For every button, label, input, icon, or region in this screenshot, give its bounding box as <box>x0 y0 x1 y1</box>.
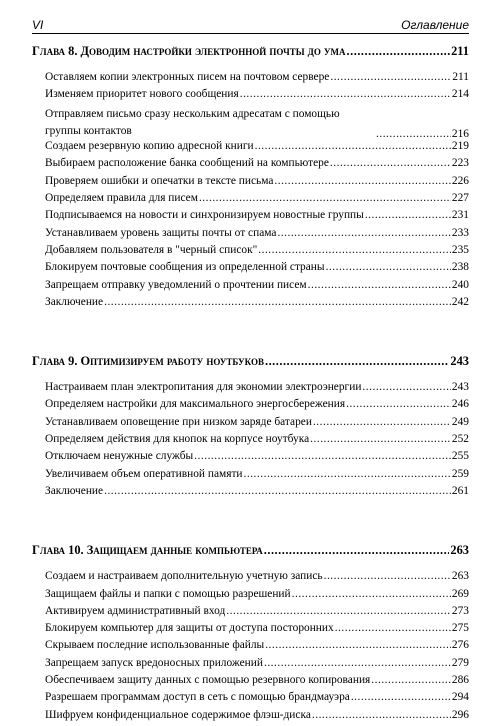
toc-entry[interactable] <box>45 605 469 622</box>
running-header-section: Оглавление <box>401 18 469 32</box>
toc-entry[interactable] <box>45 485 469 502</box>
chapter-heading[interactable] <box>32 44 469 64</box>
dot-leader <box>264 543 450 558</box>
chapter-page-number: 211 <box>451 44 469 58</box>
toc-entry[interactable] <box>45 381 469 398</box>
dot-leader <box>346 398 451 410</box>
dot-leader <box>226 605 451 617</box>
toc-entry-page-number: 269 <box>451 587 469 600</box>
toc-entry-page-number: 275 <box>451 622 469 635</box>
toc-entry[interactable] <box>45 192 469 209</box>
toc-entry-title: Оставляем копии электронных писем на почтовом сервере <box>45 71 330 83</box>
toc-entry-page-number: 263 <box>451 570 469 583</box>
toc-entry-title: Запрещаем запуск вредоносных приложений <box>45 656 263 669</box>
toc-entry-page-number: 294 <box>451 691 469 704</box>
dot-leader <box>104 485 451 497</box>
toc-entry-title: Определяем действия для кнопок на корпусе ноутбука <box>45 433 310 446</box>
toc-entry[interactable] <box>45 175 469 192</box>
chapter-page-number: 263 <box>450 543 469 558</box>
toc-entry-title: Блокируем почтовые сообщения из определенной страны <box>45 261 325 274</box>
toc-entry-page-number: 226 <box>451 174 469 187</box>
dot-leader <box>376 128 451 140</box>
toc-entry[interactable] <box>45 450 469 467</box>
dot-leader <box>308 279 451 291</box>
dot-leader <box>312 709 451 721</box>
dot-leader <box>351 691 451 703</box>
toc-entry[interactable] <box>45 261 469 278</box>
dot-leader <box>326 261 451 273</box>
toc-entry-page-number: 279 <box>451 656 469 669</box>
toc-entry-title: Создаем и настраиваем дополнительную учетную запись <box>45 570 323 583</box>
toc-entry-title: Настраиваем план электропитания для экономии электроэнергии <box>45 381 362 394</box>
toc-entry-page-number: 242 <box>451 295 469 308</box>
toc-entry-page-number: 296 <box>451 708 469 721</box>
toc-entry-page-number: 246 <box>451 398 469 411</box>
dot-leader <box>310 433 451 445</box>
toc-entry[interactable] <box>45 570 469 587</box>
toc-entry[interactable] <box>45 71 469 88</box>
dot-leader <box>265 639 451 651</box>
toc-entry-page-number: 211 <box>452 71 469 83</box>
toc-entry-page-number: 255 <box>451 450 469 463</box>
toc-entry-page-number: 216 <box>451 128 469 141</box>
chapter-title: Глава 9. Оптимизируем работу ноутбуков <box>32 354 264 369</box>
toc-entry-title: Заключение <box>45 484 104 497</box>
toc-entry-title: Подписываемся на новости и синхронизируем новостные группы <box>45 209 364 222</box>
toc-entry-title: Защищаем файлы и папки с помощью разрешений <box>45 587 291 600</box>
toc-entry-title: Активируем административный вход <box>45 604 226 617</box>
dot-leader <box>255 140 451 152</box>
toc-entry-page-number: 223 <box>451 157 469 170</box>
toc-entry-title: Заключение <box>45 295 104 308</box>
toc-entry-title: Отключаем ненужные службы <box>45 450 194 463</box>
toc-entry-title: Добавляем пользователя в "черный список" <box>45 243 258 256</box>
toc-entry-title: Изменяем приоритет нового сообщения <box>45 88 239 101</box>
dot-leader <box>330 157 451 169</box>
toc-entry-page-number: 276 <box>451 639 469 652</box>
toc-entry-title: Запрещаем отправку уведомлений о прочтении писем <box>45 278 307 291</box>
toc-entry-page-number: 227 <box>451 192 469 205</box>
toc-entry[interactable] <box>45 209 469 226</box>
toc-entry-page-number: 261 <box>451 484 469 497</box>
toc-entry[interactable] <box>45 157 469 174</box>
toc-entry[interactable] <box>45 106 469 141</box>
chapter-title: Глава 8. Доводим настройки электронной почты до ума <box>32 44 346 58</box>
dot-leader <box>194 450 451 462</box>
toc-entry-title: Создаем резервную копию адресной книги <box>45 140 254 153</box>
toc-entry-page-number: 286 <box>451 674 469 687</box>
chapter-title: Глава 10. Защищаем данные компьютера <box>32 543 263 558</box>
dot-leader <box>277 227 450 239</box>
dot-leader <box>199 192 451 204</box>
toc-entry-page-number: 238 <box>451 261 469 274</box>
chapter-heading[interactable] <box>32 543 469 563</box>
page-number-roman: VI <box>32 18 44 32</box>
dot-leader <box>244 468 451 480</box>
dot-leader <box>362 381 450 393</box>
dot-leader <box>265 354 449 369</box>
toc-entry-title: Определяем настройки для максимального энергосбережения <box>45 398 346 411</box>
running-header <box>32 12 469 32</box>
chapter-heading[interactable] <box>32 354 469 374</box>
dot-leader <box>258 244 451 256</box>
toc-entry-page-number: 214 <box>451 88 469 101</box>
toc-entry-title: Разрешаем программам доступ в сеть с помощью брандмауэра <box>45 691 350 704</box>
toc-entry-page-number: 231 <box>451 209 469 222</box>
dot-leader <box>335 622 451 634</box>
dot-leader <box>324 570 451 582</box>
toc-entry-page-number: 219 <box>451 140 469 153</box>
toc-entry[interactable] <box>45 657 469 674</box>
toc-entry[interactable] <box>45 691 469 708</box>
dot-leader <box>365 209 451 221</box>
toc-entry[interactable] <box>45 622 469 639</box>
toc-entry[interactable] <box>45 433 469 450</box>
toc-entry[interactable] <box>45 227 469 244</box>
toc-entry[interactable] <box>45 398 469 415</box>
toc-entry[interactable] <box>45 88 469 105</box>
dot-leader <box>274 175 451 187</box>
toc-entry[interactable] <box>45 279 469 296</box>
toc-entry-page-number: 233 <box>451 226 469 239</box>
toc-entry[interactable] <box>45 296 469 313</box>
toc-entry-title: Проверяем ошибки и опечатки в тексте письма <box>45 174 274 187</box>
toc-entry-title: Определяем правила для писем <box>45 192 198 205</box>
toc-entry[interactable] <box>45 674 469 691</box>
toc-entry-title: Обеспечиваем защиту данных с помощью резервного копирования <box>45 674 371 687</box>
header-divider <box>32 33 469 34</box>
toc-entry-title: Отправляем письмо сразу нескольким адресатам с помощью группы контактов <box>45 107 340 137</box>
toc-entry-title: Блокируем компьютер для защиты от доступа посторонних <box>45 622 334 635</box>
toc-entry[interactable] <box>45 416 469 433</box>
dot-leader <box>371 674 451 686</box>
dot-leader <box>104 296 451 308</box>
dot-leader <box>240 88 451 100</box>
toc-entry[interactable] <box>45 140 469 157</box>
toc-entry-page-number: 235 <box>451 243 469 256</box>
dot-leader <box>313 416 451 428</box>
toc-entry-title: Устанавливаем уровень защиты почты от спама <box>45 226 277 239</box>
toc-entry-title: Шифруем конфиденциальное содержимое флэш-диска <box>45 708 311 721</box>
toc-entry[interactable] <box>45 588 469 605</box>
toc-entry[interactable] <box>45 468 469 485</box>
toc-entry[interactable] <box>45 639 469 656</box>
toc-entry-title: Скрываем последние использованные файлы <box>45 639 265 652</box>
dot-leader <box>347 44 451 59</box>
dot-leader <box>330 71 451 83</box>
dot-leader <box>292 588 451 600</box>
toc-entry-page-number: 243 <box>451 381 469 394</box>
toc-entry[interactable] <box>45 709 469 726</box>
toc-entry-page-number: 273 <box>451 604 469 617</box>
dot-leader <box>264 657 451 669</box>
toc-entry-title: Устанавливаем оповещение при низком заряде батареи <box>45 415 312 428</box>
table-of-contents <box>32 44 469 726</box>
toc-entry-page-number: 252 <box>451 433 469 446</box>
toc-entry-page-number: 240 <box>451 278 469 291</box>
toc-entry-title: Увеличиваем объем оперативной памяти <box>45 467 243 480</box>
toc-entry-page-number: 259 <box>451 467 469 480</box>
toc-entry[interactable] <box>45 244 469 261</box>
toc-entry-title: Выбираем расположение банка сообщений на компьютере <box>45 157 329 170</box>
chapter-page-number: 243 <box>450 354 469 369</box>
toc-entry-page-number: 249 <box>451 415 469 428</box>
